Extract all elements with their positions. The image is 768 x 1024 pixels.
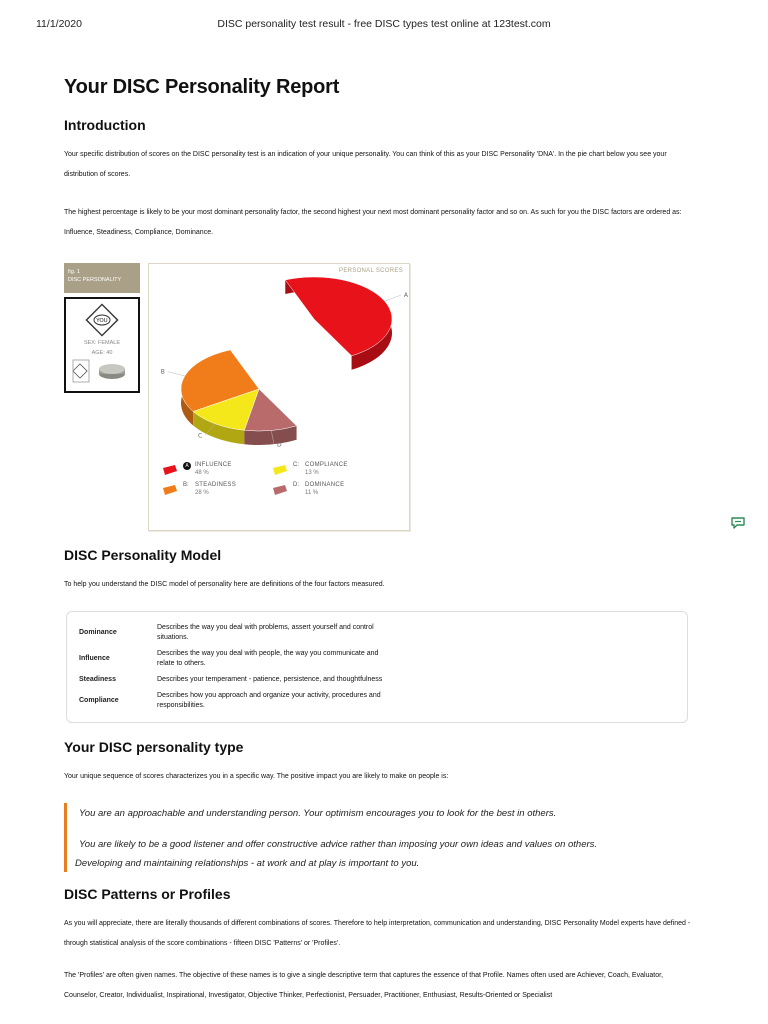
profile-box [64, 297, 140, 393]
model-row [79, 672, 675, 688]
legend-swatch [271, 484, 289, 496]
legend-value: 28 % [195, 490, 209, 496]
figure-number: fig. 1 [68, 269, 80, 275]
pie-slice-label: D [277, 441, 282, 449]
introduction-paragraph-1: Your specific distribution of scores on the DISC personality test is an indication of your unique personality. You can think of this as your DISC Personality 'DNA'. In the pie chart below you see your distribution of scores. [64, 151, 667, 178]
model-term: Compliance [79, 697, 119, 704]
report-content [64, 76, 692, 1006]
model-intro: To help you understand the DISC model of personality here are definitions of the four factors measured. [64, 581, 385, 588]
patterns-paragraph-1: As you will appreciate, there are literally thousands of different combinations of scores. Therefore to help interpretation, communication and understanding, DISC Personality Model experts have defined - through statistical analysis of the score combinations - fifteen DISC 'Patterns' or 'Profiles'. [64, 920, 691, 947]
type-heading: Your DISC personality type [64, 739, 244, 755]
model-term: Steadiness [79, 676, 116, 683]
legend-letter: B: [183, 482, 189, 488]
disc-figure [64, 263, 692, 531]
pie-chart [149, 264, 411, 464]
pie-leader-line [385, 295, 401, 301]
personality-quote [64, 803, 692, 872]
pie-slice-label: A [403, 292, 408, 300]
model-row [79, 646, 675, 672]
legend-item [161, 482, 271, 502]
legend-name: INFLUENCE [195, 462, 232, 468]
model-row [79, 688, 675, 714]
model-term: Dominance [79, 629, 117, 636]
patterns-heading: DISC Patterns or Profiles [64, 886, 231, 902]
pie-slice-label: B [160, 368, 165, 376]
legend-swatch [161, 484, 179, 496]
pie-leader-line [168, 372, 185, 376]
chat-bubble-icon[interactable] [730, 516, 746, 530]
model-definitions-table [66, 611, 688, 723]
legend-item [161, 462, 271, 482]
legend-value: 13 % [305, 470, 319, 476]
legend-value: 11 % [305, 490, 319, 496]
patterns-paragraph-2: The 'Profiles' are often given names. The objective of these names is to give a single descriptive term that captures the essence of that Profile. Names often used are Achiever, Coach, Evaluator, Counselor, Creator, Individualist, Inspirational, Investigator, Objective Thinker, Perfectionist, Persuader, Practitioner, Enthusiast, Results-Oriented or Specialist [64, 972, 664, 999]
you-label: YOU [96, 318, 108, 324]
print-page-title: DISC personality test result - free DISC types test online at 123test.com [217, 18, 551, 30]
introduction-heading: Introduction [64, 117, 146, 133]
pie-chart-panel [148, 263, 410, 531]
quote-line-2: You are likely to be a good listener and offer constructive advice rather than imposing your own ideas and values on others. [79, 839, 598, 850]
legend-letter: D: [293, 482, 299, 488]
legend-swatch [161, 464, 179, 476]
model-definition: Describes your temperament - patience, persistence, and thoughtfulness [157, 676, 383, 683]
model-definition: Describes the way you deal with problems, assert yourself and control situations. [157, 624, 374, 641]
pie-slice-label: C [198, 432, 203, 440]
pie-slice-a [285, 277, 392, 356]
legend-value: 48 % [195, 470, 209, 476]
figure-caption: DISC PERSONALITY [68, 277, 122, 283]
page-title: Your DISC Personality Report [64, 76, 340, 98]
model-term: Influence [79, 655, 110, 662]
legend-name: STEADINESS [195, 482, 237, 488]
legend-item [271, 482, 381, 502]
chart-title: PERSONAL SCORES [339, 268, 403, 274]
profile-sex: SEX: FEMALE [83, 340, 121, 346]
model-heading: DISC Personality Model [64, 547, 222, 563]
model-row [79, 620, 675, 646]
figure-tag [64, 263, 140, 293]
print-date: 11/1/2020 [36, 18, 82, 30]
profile-age: AGE: 40 [91, 350, 113, 356]
type-intro: Your unique sequence of scores characterizes you in a specific way. The positive impact you are likely to make on people is: [64, 773, 449, 780]
legend-letter: C: [293, 462, 299, 468]
quote-line-1: You are an approachable and understanding person. Your optimism encourages you to look for the best in others. [79, 808, 557, 819]
print-header [0, 18, 768, 32]
legend-name: DOMINANCE [305, 482, 345, 488]
model-definition: Describes the way you deal with people, the way you communicate and relate to others. [157, 650, 379, 667]
legend-swatch [271, 464, 289, 476]
chart-legend [161, 462, 401, 502]
legend-letter: A [183, 462, 191, 470]
legend-name: COMPLIANCE [305, 462, 348, 468]
legend-item [271, 462, 381, 482]
model-definition: Describes how you approach and organize your activity, procedures and responsibilities. [157, 692, 381, 709]
you-diamond-icon [85, 303, 119, 337]
quote-line-3: Developing and maintaining relationships - at work and at play is important to you. [75, 858, 420, 869]
mini-pie-icon [72, 359, 132, 385]
introduction-paragraph-2: The highest percentage is likely to be your most dominant personality factor, the second highest your next most dominant personality factor and so on. As such for you the DISC factors are ordered as: Influence, Steadiness, Compliance, Dominance. [64, 209, 682, 236]
